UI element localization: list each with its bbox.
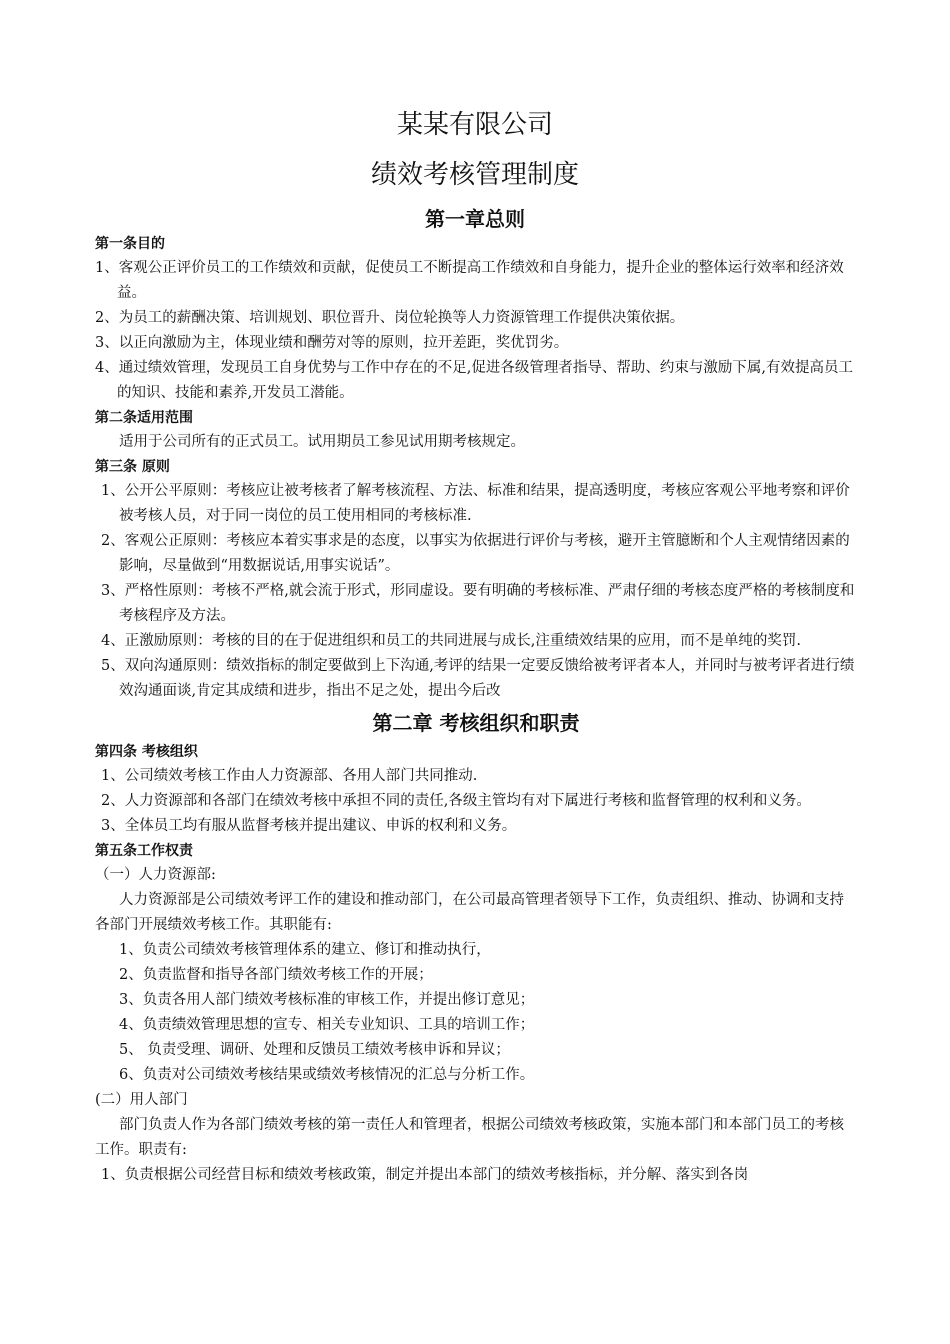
document-title: 绩效考核管理制度 [370,160,579,190]
dept-intro: 部门负责人作为各部门绩效考核的第一责任人和管理者，根据公司绩效考核政策，实施本部门和本部门员工的考核工作。职责有: [95,1117,844,1158]
dept-section-label: (二）用人部门 [95,1092,188,1108]
list-item: 1、负责根据公司经营目标和绩效考核政策，制定并提出本部门的绩效考核指标，并分解、落实到各岗 [101,1167,749,1183]
chapter1-heading: 第一章总则 [425,207,525,231]
list-item: 5、双向沟通原则：绩效指标的制定要做到上下沟通,考评的结果一定要反馈给被考评者本人，并同时与被考评者进行绩效沟通面谈,肯定其成绩和进步，指出不足之处，提出今后改 [101,658,855,699]
company-title: 某某有限公司 [396,110,553,140]
list-item: 6、负责对公司绩效考核结果或绩效考核情况的汇总与分析工作。 [119,1067,535,1083]
list-item: 1、公司绩效考核工作由人力资源部、各用人部门共同推动. [101,768,478,784]
list-item: 4、正激励原则：考核的目的在于促进组织和员工的共同进展与成长,注重绩效结果的应用，而不是单纯的奖罚. [101,633,801,649]
chapter2-heading: 第二章 考核组织和职责 [372,711,580,735]
list-item: 1、负责公司绩效考核管理体系的建立、修订和推动执行， [119,942,491,958]
article3-title: 第三条 原则 [95,459,170,475]
list-item: 5、 负责受理、调研、处理和反馈员工绩效考核申诉和异议； [119,1042,510,1058]
list-item: 2、负责监督和指导各部门绩效考核工作的开展； [119,967,433,983]
list-item: 1、客观公正评价员工的工作绩效和贡献，促使员工不断提高工作绩效和自身能力，提升企业的整体运行效率和经济效益。 [95,260,844,301]
list-item: 3、以正向激励为主，体现业绩和酬劳对等的原则，拉开差距，奖优罚劣。 [95,335,569,351]
document-body [95,232,857,1188]
article5-title: 第五条工作权责 [95,843,193,859]
list-item: 1、公开公平原则：考核应让被考核者了解考核流程、方法、标准和结果，提高透明度，考核应客观公平地考察和评价被考核人员，对于同一岗位的员工使用相同的考核标准. [101,483,850,524]
list-item: 3、全体员工均有服从监督考核并提出建议、申诉的权利和义务。 [101,818,517,834]
article1-title: 第一条目的 [95,236,165,252]
hr-section-label: （一）人力资源部: [95,867,216,883]
list-item: 4、通过绩效管理，发现员工自身优势与工作中存在的不足,促进各级管理者指导、帮助、约束与激励下属,有效提高员工的知识、技能和素养,开发员工潜能。 [95,360,853,401]
list-item: 4、负责绩效管理思想的宣专、相关专业知识、工具的培训工作； [119,1017,535,1033]
list-item: 2、人力资源部和各部门在绩效考核中承担不同的责任,各级主管均有对下属进行考核和监督管理的权利和义务。 [101,793,811,809]
list-item: 3、负责各用人部门绩效考核标准的审核工作，并提出修订意见； [119,992,535,1008]
hr-intro: 人力资源部是公司绩效考评工作的建设和推动部门，在公司最高管理者领导下工作，负责组织、推动、协调和支持各部门开展绩效考核工作。其职能有: [95,892,844,933]
article2-title: 第二条适用范围 [95,410,193,426]
paragraph: 适用于公司所有的正式员工。试用期员工参见试用期考核规定。 [119,434,525,450]
list-item: 3、严格性原则：考核不严格,就会流于形式，形同虚设。要有明确的考核标准、严肃仔细的考核态度严格的考核制度和考核程序及方法。 [101,583,855,624]
list-item: 2、客观公正原则：考核应本着实事求是的态度，以事实为依据进行评价与考核，避开主管臆断和个人主观情绪因素的影响，尽量做到“用数据说话,用事实说话”。 [101,533,850,574]
article4-title: 第四条 考核组织 [95,744,198,760]
list-item: 2、为员工的薪酬决策、培训规划、职位晋升、岗位轮换等人力资源管理工作提供决策依据。 [95,310,685,326]
